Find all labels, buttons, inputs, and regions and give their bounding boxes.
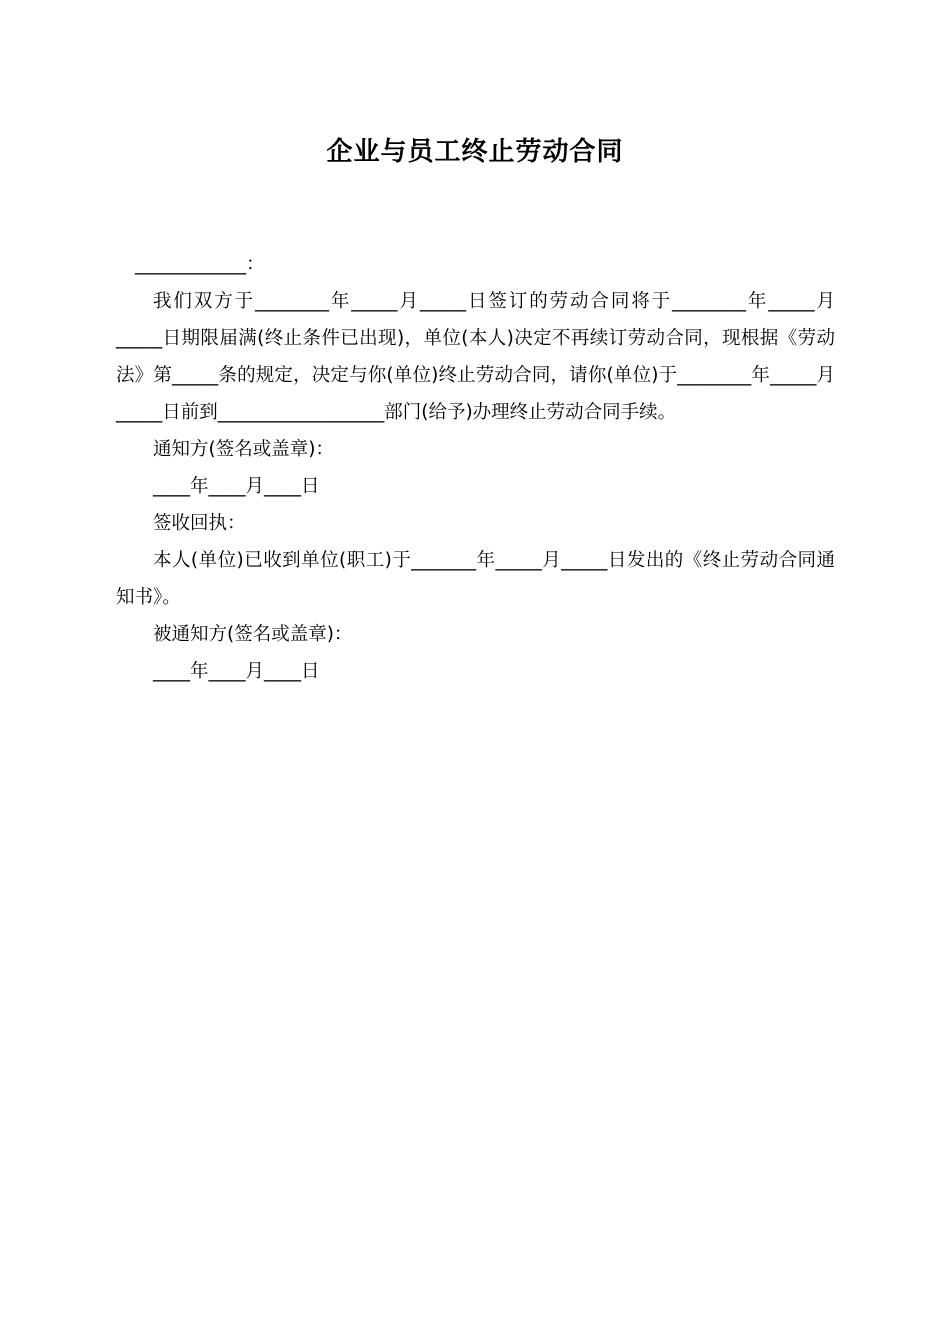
- salutation-line: ____________：: [135, 254, 265, 275]
- recipient-date-line: ____年____月____日: [153, 661, 320, 682]
- document-title: 企业与员工终止劳动合同: [326, 137, 624, 167]
- receipt-paragraph: 本人(单位)已收到单位(职工)于_______年_____月_____日发出的《终止劳动合同通知书》。: [116, 550, 835, 608]
- notifier-date-line: ____年____月____日: [153, 476, 320, 497]
- receipt-heading: 签收回执：: [153, 513, 246, 534]
- document-body: [116, 246, 835, 690]
- recipient-signature-label: 被通知方(签名或盖章)：: [153, 624, 353, 645]
- notice-paragraph: 我们双方于________年_____月_____日签订的劳动合同将于________年_____月_____日期限届满(终止条件已出现)，单位(本人)决定不再续订劳动合同，现根据《劳动法》第_____条的规定，决定与你(单位)终止劳动合同，请你(单位)于________年_____月_____日前到__________________部门(给予)办理终止劳动合同手续。: [116, 291, 835, 423]
- notifier-signature-label: 通知方(签名或盖章)：: [153, 439, 334, 460]
